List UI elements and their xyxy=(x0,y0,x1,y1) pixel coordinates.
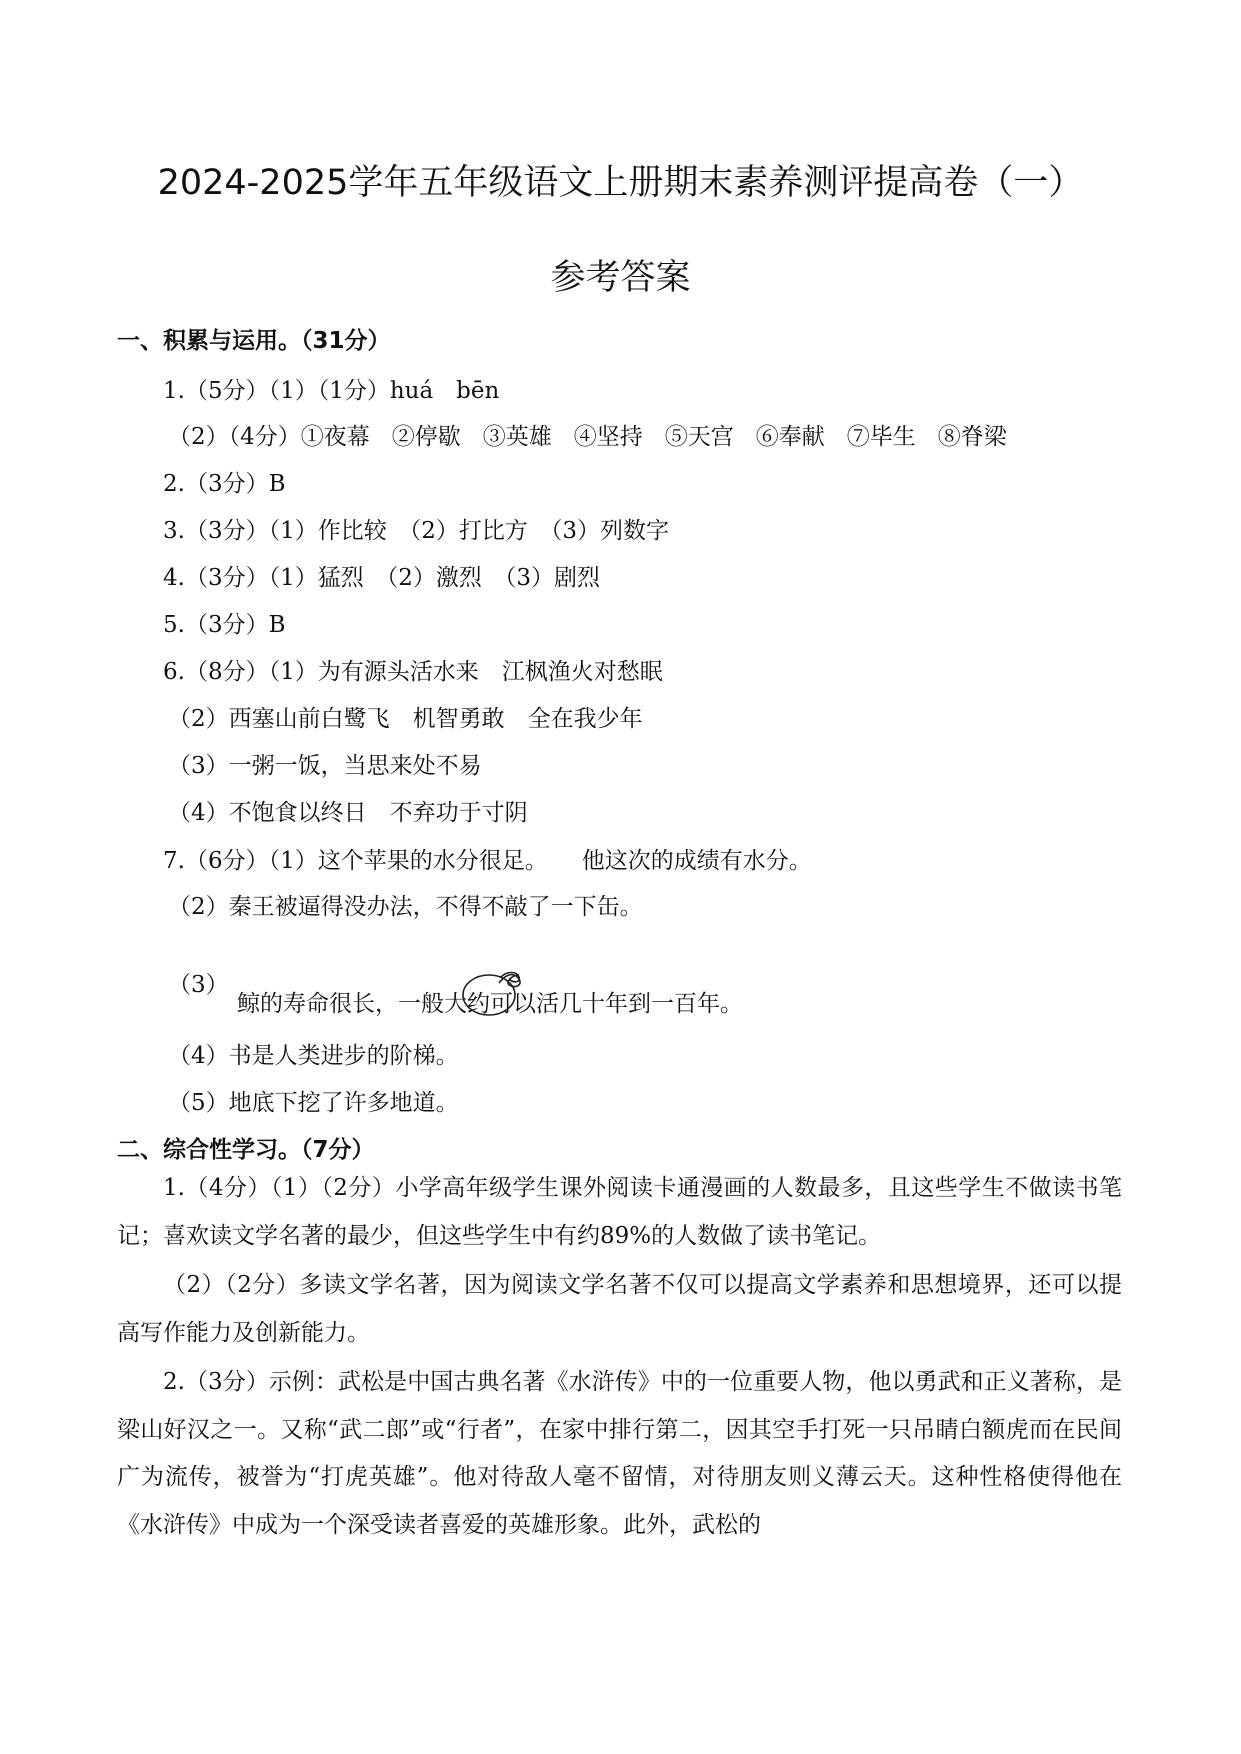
circled-words: 大约 xyxy=(444,991,490,1017)
word-item: ⑥奉献 xyxy=(755,424,825,450)
answer-7-line-5: （5）地底下挖了许多地道。 xyxy=(168,1090,459,1116)
answer-5: 5.（3分）B xyxy=(163,612,286,638)
document-subtitle: 参考答案 xyxy=(550,258,691,298)
answer-2: 2.（3分）B xyxy=(163,471,286,497)
answer-1-line-1: 1.（5分）（1）（1分）huá bēn xyxy=(163,378,500,404)
answer-1-line-2 xyxy=(168,418,1029,451)
proofreading-correction xyxy=(237,967,837,1027)
word-item: ⑦毕生 xyxy=(846,424,916,450)
answer-7-line-3-label: （3） xyxy=(168,972,229,998)
document-title: 2024-2025学年五年级语文上册期末素养测评提高卷（一） xyxy=(157,163,1084,203)
answer-3: 3.（3分）（1）作比较 （2）打比方 （3）列数字 xyxy=(163,518,669,544)
answer-7-line-4: （4）书是人类进步的阶梯。 xyxy=(168,1043,459,1069)
word-item: ②停歇 xyxy=(391,424,461,450)
section-1-heading: 一、积累与运用。（31分） xyxy=(117,328,391,354)
answer-7-line-1 xyxy=(163,842,812,875)
answer-6-line-4: （4）不饱食以终日 不弃功于寸阴 xyxy=(168,800,528,826)
answer-7-line-1-part-b: 他这次的成绩有水分。 xyxy=(581,848,812,874)
word-item: ⑧脊梁 xyxy=(937,424,1007,450)
answer-6-line-2: （2）西塞山前白鹭飞 机智勇敢 全在我少年 xyxy=(168,706,643,732)
section-2-answer-2: 2.（3分）示例：武松是中国古典名著《水浒传》中的一位重要人物，他以勇武和正义著称，是梁山好汉之一。又称“武二郎”或“行者”，在家中排行第二，因其空手打死一只吊睛白额虎而在民间广为流传，被誉为“打虎英雄”。他对待敌人毫不留情，对待朋友则义薄云天。这种性格使得他在《水浒传》中成为一个深受读者喜爱的英雄形象。此外，武松的 xyxy=(117,1369,1122,1538)
word-item: ④坚持 xyxy=(573,424,643,450)
deletion-mark-icon xyxy=(237,967,837,1027)
section-2-heading: 二、综合性学习。（7分） xyxy=(117,1137,375,1163)
answer-7-line-1-part-a: 7.（6分）（1）这个苹果的水分很足。 xyxy=(163,848,548,874)
word-item: ⑤天宫 xyxy=(664,424,734,450)
answer-6-line-3: （3）一粥一饭，当思来处不易 xyxy=(168,753,482,779)
answer-4: 4.（3分）（1）猛烈 （2）激烈 （3）剧烈 xyxy=(163,565,600,591)
section-2-answer-1-part-1: 1.（4分）（1）（2分）小学高年级学生课外阅读卡通漫画的人数最多，且这些学生不做读书笔记；喜欢读文学名著的最少，但这些学生中有约89%的人数做了读书笔记。 xyxy=(117,1175,1122,1249)
sentence-part-a: 鲸的寿命很长，一般 xyxy=(237,991,444,1017)
word-item: ③英雄 xyxy=(482,424,552,450)
answer-7-line-2: （2）秦王被逼得没办法，不得不敲了一下缶。 xyxy=(168,894,643,920)
word-item: ①夜幕 xyxy=(300,424,370,450)
answer-1-line-2-prefix: （2）（4分） xyxy=(168,424,301,450)
sentence-part-b: 可以活几十年到一百年。 xyxy=(490,991,743,1017)
answer-6-line-1: 6.（8分）（1）为有源头活水来 江枫渔火对愁眠 xyxy=(163,659,663,685)
section-2-answer-1-part-2: （2）（2分）多读文学名著，因为阅读文学名著不仅可以提高文学素养和思想境界，还可以提高写作能力及创新能力。 xyxy=(117,1272,1122,1346)
